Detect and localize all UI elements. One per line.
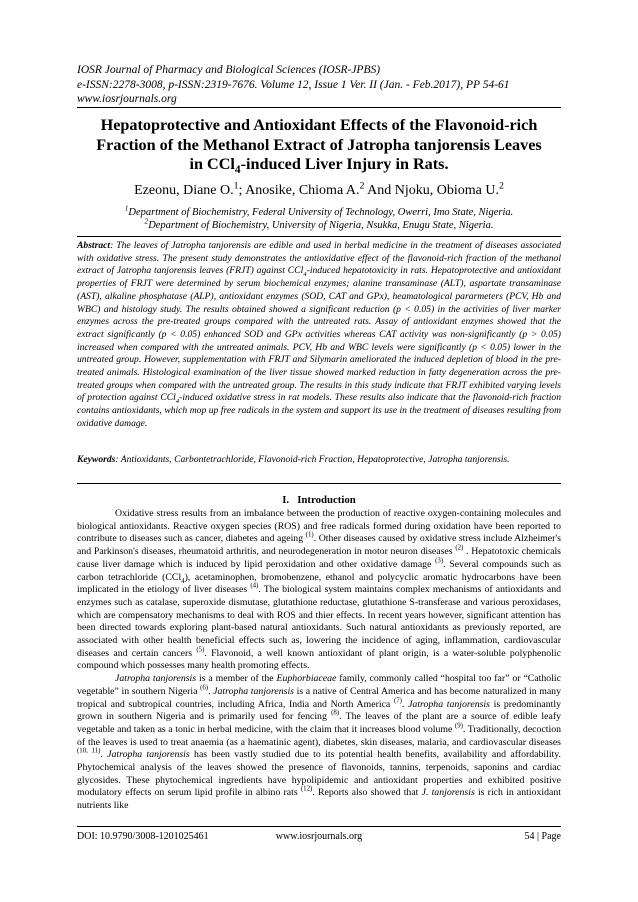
author-1: Ezeonu, Diane O. bbox=[134, 183, 234, 198]
footer-page-number: 54 | Page bbox=[524, 831, 561, 842]
author-2: ; Anosike, Chioma A. bbox=[238, 183, 360, 198]
journal-title: IOSR Journal of Pharmacy and Biological Sciences (IOSR-JPBS) bbox=[77, 64, 381, 76]
affiliation-2: $^2$Department of Biochemistry, University of Nigeria, Nsukka, Enugu State, Nigeria. bbox=[144, 216, 494, 231]
footer-doi: DOI: 10.9790/3008-1201025461 bbox=[77, 831, 209, 842]
author-list: Ezeonu, Diane O.$^1$; Anosike, Chioma A.$^2$ And Njoku, Obioma U.$^2$ bbox=[134, 180, 504, 198]
keywords: Keywords: Antioxidants, Carbontetrachloride, Flavonoid-rich Fraction, Hepatoprotective, Jatropha tanjorensis. bbox=[77, 454, 510, 465]
paper-title bbox=[77, 116, 561, 175]
abstract-label: Abstract bbox=[77, 240, 111, 251]
introduction-body bbox=[77, 508, 561, 813]
footer-rule bbox=[77, 826, 561, 827]
journal-website[interactable]: www.iosrjournals.org bbox=[77, 93, 177, 105]
author-3: And Njoku, Obioma U. bbox=[364, 183, 499, 198]
title-line-3: in CCl$_4$-induced Liver Injury in Rats. bbox=[189, 155, 449, 177]
keywords-label: Keywords bbox=[77, 454, 116, 465]
intro-paragraph-1: Oxidative stress results from an imbalance between the production of reactive oxygen-containing molecules and biological antioxidants. Reactive oxygen species (ROS) and free radicals formed during oxidation have been reported to contribute to diseases such as cancer, diabetes and ageing $^{(1)}$. Other diseases caused by oxidative stress include Alzheimer's and Parkinson's diseases, rheumatoid arthritis, and neurodegeneration in motor neuron diseases $^{(2)}$ . Hepatotoxic chemicals cause liver damage which is induced by lipid peroxidation and other oxidative damage $^{(3)}$. Several compounds such as carbon tetrachloride (CCl$_4$), acetaminophen, bromobenzene, ethanol and polycyclic aromatic hydrocarbons have been implicated in the etiology of liver diseases $^{(4)}$. The biological system maintains complex mechanisms of antioxidants and enzymes such as catalase, superoxide dismutase, glutathione reductase, glutathione S-transferase and various peroxidases, which are compensatory mechanisms to deal with ROS and thier effects. In recent years however, significant attention has been directed towards exploring plant-based natural antioxidants. Such natural antioxidants as previously reported, are associated with other health beneficial effects such as, lowering the incidence of aging, inflammation, cardiovascular diseases and certain cancers $^{(5)}$. Flavonoid, a well known antioxidant of plant origin, is a water-soluble polyphenolic compound which possesses many health promoting effects. bbox=[77, 508, 562, 672]
abstract: Abstract: The leaves of Jatropha tanjorensis are edible and used in herbal medicine in the treatment of diseases associated with oxidative stress. The present study demonstrates the antioxidative effect of the flavonoid-rich fraction of the methanol extract of Jatropha tanjorensis leaves (FRJT) against CCl$_4$-induced hepatotoxicity in rats. Hepatoprotective and antioxidant properties of FRJT were determined by serum biochemical enzymes; alanine transaminase (ALT), aspartate transaminase (AST), alkaline phosphatase (ALP), antioxidant enzymes (SOD, CAT and GPx), heamatological pararmeters (PCV, Hb and WBC) and histology study. The results obtained showed a significant reduction (p < 0.05) in the activities of liver marker enzymes across the pre-treated groups compared with the untreated rats. Assay of antioxidant enzymes showed that the extract significantly (p < 0.05) enhanced SOD and GPx activities whereas CAT activity was non-significantly (p > 0.05) increased when compared with the untreated animals. PCV, Hb and WBC levels were significantly (p < 0.05) lower in the untreated group. However, supplementation with FRJT and Silymarin ameliorated the induced depletion of blood in the pre-treated animals. Histological examination of the liver tissue showed marked reduction in fatty degeneration across the pre-treated groups when compared with the untreated group. The results in this study indicate that FRJT exhibited varying levels of protection against CCl$_4$-induced oxidative stress in rat models. These results also indicate that the flavonoid-rich fraction contains antioxidants, which mop up free radicals in the system and support its use in the treatment of diseases resulting from oxidative damage. bbox=[77, 240, 562, 429]
footer-website[interactable]: www.iosrjournals.org bbox=[275, 831, 363, 842]
title-line-1: Hepatoprotective and Antioxidant Effects of the Flavonoid-rich bbox=[100, 116, 538, 134]
abstract-bottom-rule bbox=[77, 483, 561, 484]
section-title: Introduction bbox=[297, 494, 356, 506]
journal-issn: e-ISSN:2278-3008, p-ISSN:2319-7676. Volume 12, Issue 1 Ver. II (Jan. - Feb.2017), PP 54-61 bbox=[77, 78, 510, 91]
abstract-top-rule bbox=[77, 236, 561, 237]
header-rule bbox=[77, 107, 561, 108]
journal-header bbox=[77, 63, 510, 107]
intro-paragraph-2: Jatropha tanjorensis is a member of the Euphorbiaceae family, commonly called “hospital too far” or “Catholic vegetable” in southern Nigeria $^{(6)}$. Jatropha tanjorensis is a native of Central America and has become naturalized in many tropical and subtropical countries, including Africa, India and North America $^{(7)}$. Jatropha tanjorensis is predominantly grown in southern Nigeria and is primarily used for fencing $^{(8)}$. The leaves of the plant are a source of edible leafy vegetable and taken as a tonic in herbal medicine, with the claim that it increases blood volume $^{(9)}$. Traditionally, decoction of the leaves is used to treat anaemia (as a haematinic agent), diabetes, skin diseases, malaria, and cardiovascular diseases $^{(10, 11)}$. Jatropha tanjorensis has been vastly studied due to its potential health benefits, availability and affordability. Phytochemical analysis of the leaves showed the presence of flavonoids, tannins, terpenoids, saponins and cardiac glycosides. These phytochemical ingredients have hypolipidemic and antioxidant properties and exhibited positive modulatory effects on serum lipid profile in albino rats $^{(12)}$. Reports also showed that J. tanjorensis is rich in antioxidant nutrients like bbox=[77, 673, 562, 812]
affiliation-1: $^1$Department of Biochemistry, Federal University of Technology, Owerri, Imo State, Nigeria. bbox=[124, 203, 514, 218]
section-heading bbox=[77, 494, 561, 506]
title-line-2: Fraction of the Methanol Extract of Jatropha tanjorensis Leaves bbox=[96, 135, 542, 154]
section-number: I. bbox=[282, 494, 290, 506]
